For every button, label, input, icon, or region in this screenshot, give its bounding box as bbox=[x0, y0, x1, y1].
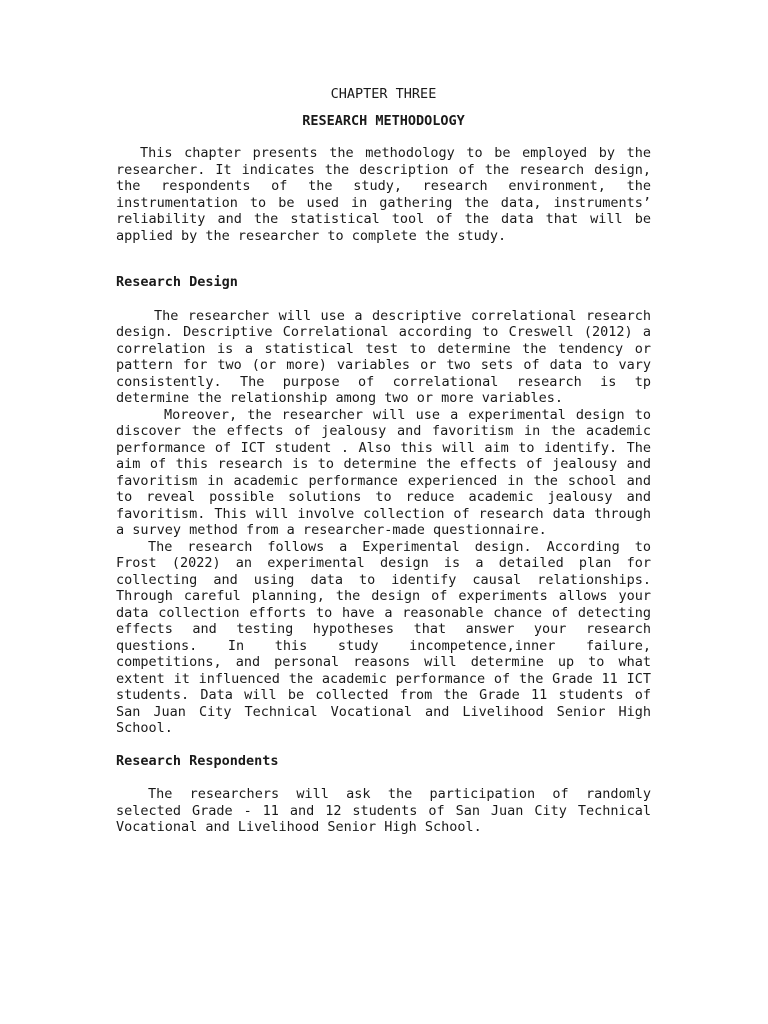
page-title: RESEARCH METHODOLOGY bbox=[302, 112, 465, 129]
research-design-paragraph-1: The researcher will use a descriptive correlational research design. Descriptive Correlational according to Creswell (2012) a correlation is a statistical test to determine the tendency or pattern for two (or more) variables or two sets of data to vary consistently. The purpose of correlational research is tp determine the relationship among two or more variables. bbox=[116, 307, 651, 406]
research-design-paragraph-3: The research follows a Experimental design. According to Frost (2022) an experimental design is a detailed plan for collecting and using data to identify causal relationships. Through careful planning, the design of experiments allows your data collection efforts to have a reasonable chance of detecting effects and testing hypotheses that answer your research questions. In this study incompetence,inner failure, competitions, and personal reasons will determine up to what extent it influenced the academic performance of the Grade 11 ICT students. Data will be collected from the Grade 11 students of San Juan City Technical Vocational and Livelihood Senior High School. bbox=[116, 538, 651, 736]
chapter-label: CHAPTER THREE bbox=[330, 86, 437, 102]
document-page bbox=[116, 86, 651, 836]
section-heading-research-respondents: Research Respondents bbox=[116, 752, 279, 769]
intro-paragraph: This chapter presents the methodology to be employed by the researcher. It indicates the description of the research design, the respondents of the study, research environment, the instrumentation to be used in gathering the data, instruments’ reliability and the statistical tool of the data that will be applied by the researcher to complete the study. bbox=[116, 145, 651, 244]
section-heading-research-design: Research Design bbox=[116, 274, 238, 290]
research-design-paragraph-2: Moreover, the researcher will use a experimental design to discover the effects of jealousy and favoritism in the academic performance of ICT student . Also this will aim to identify. The aim of this research is to determine the effects of jealousy and favoritism in academic performance experienced in the school and to reveal possible solutions to reduce academic jealousy and favoritism. This will involve collection of research data through a survey method from a researcher-made questionnaire. bbox=[116, 406, 651, 538]
research-respondents-paragraph-1: The researchers will ask the participation of randomly selected Grade - 11 and 12 students of San Juan City Technical Vocational and Livelihood Senior High School. bbox=[116, 786, 651, 835]
